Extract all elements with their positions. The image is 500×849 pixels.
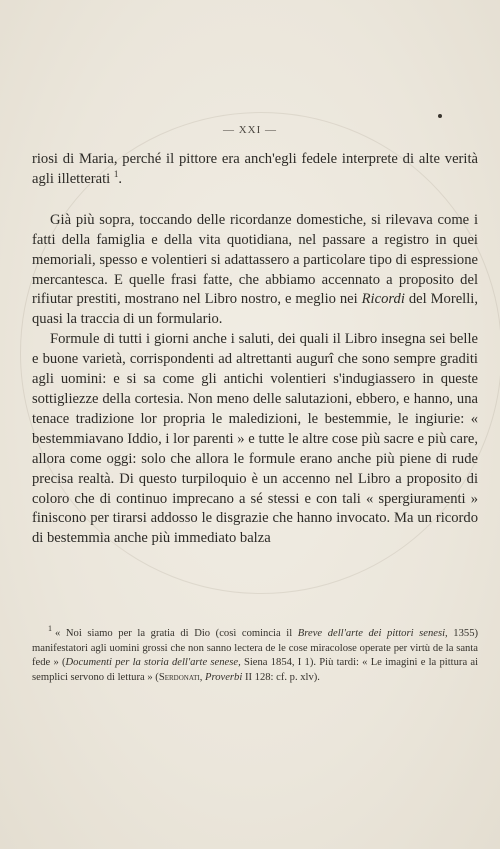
page-header: — XXI — (222, 124, 278, 136)
italic-title: Ricordi (361, 291, 405, 308)
ink-spot (438, 114, 442, 118)
footnote-number: 1 (48, 624, 52, 634)
paragraph-3: Formule di tutti i giorni anche i saluti, dei quali il Libro insegna sei belle e buone varietà, corrispondenti ad altrettanti augurî che sono sempre graditi agli uomini: e si sa come gli antichi volentieri s'indugiassero in queste sottigliezze della cortesia. Non meno delle salutazioni, ebbero, e hanno, una tenace tradizione lor propria le maledizioni, le bestemmie, le ingiurie: « bestemmiavano Iddio, i lor parenti » e tutte le altre cose più sacre e più care, allora come oggi: solo che allora le formule erano anche più piene di rude precisa realtà. Di questo turpiloquio è un accenno nel Libro a proposito di coloro che di continuo imprecano a sé stessi e con tali « spergiuramenti » finiscono per tirarsi addosso le disgrazie che hanno invocato. Ma un ricordo di bestemmia anche più immediato balza (32, 331, 478, 547)
paragraph-1: riosi di Maria, perché il pittore era anch'egli fedele interprete di alte verità agli illetterati $^1$. (32, 151, 478, 187)
footnotes (32, 624, 479, 685)
paragraph-2: Già più sopra, toccando delle ricordanze domestiche, si rilevava come i fatti della famiglia e della vita quotidiana, nel passare a registro in quei memoriali, spesso e volentieri si adattassero a particolare tipo di espressione mercantesca. E quelle frasi fatte, che abbiamo accennato a proposito del rifiutar prestiti, mostrano nel Libro nostro, e meglio nei Ricordi del Morelli, quasi la traccia di un formulario. (32, 211, 478, 328)
footnote-ref: 1 (113, 169, 119, 180)
footnote-1: $^1$ « Noi siamo per la gratia di Dio (così comincia il Breve dell'arte dei pittori senesi, 1355) manifestatori agli uomini grossi che non sanno lectera de le cose miracolose operate per virtù de la santa fede » (Documenti per la storia dell'arte senese, Siena 1854, I 1). Più tardi: « Le imagini e la pittura ai semplici servono di lettura » (Serdonati, Proverbi II 128: cf. p. xlv). (32, 624, 479, 683)
main-text (32, 150, 478, 549)
